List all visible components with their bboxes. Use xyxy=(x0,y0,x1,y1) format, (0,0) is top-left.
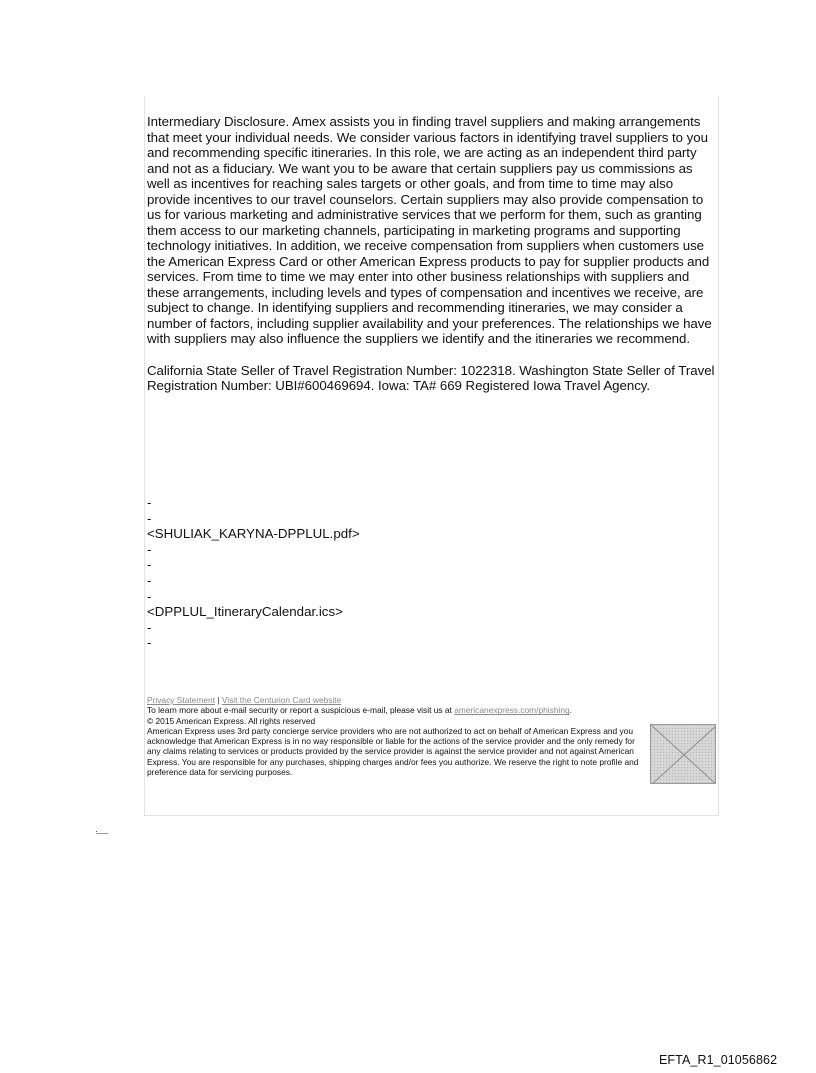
separator-dash: - xyxy=(147,495,152,510)
disclosure-section xyxy=(147,114,717,394)
image-placeholder-icon xyxy=(651,725,716,784)
separator-dash: - xyxy=(147,619,152,635)
footer-links xyxy=(147,695,717,705)
security-text: To learn more about e-mail security or report a suspicious e-mail, please visit us at xyxy=(147,705,452,716)
attachment-ics[interactable]: <DPPLUL_ItineraryCalendar.ics> xyxy=(147,604,343,620)
email-footer xyxy=(147,695,717,777)
registration-numbers: California State Seller of Travel Registration Number: 1022318. Washington State Seller of Travel Registration Number: UBI#600469694. Iowa: TA# 669 Registered Iowa Travel Agency. xyxy=(147,362,715,393)
intermediary-disclosure: Intermediary Disclosure. Amex assists you in finding travel suppliers and making arrangements that meet your individual needs. We consider various factors in identifying travel suppliers to you and recommending specific itineraries. In this role, we are acting as an independent third party and not as a fiduciary. We want you to be aware that certain suppliers pay us commissions as well as incentives for reaching sales targets or other goals, and from time to time may also provide incentives to our travel counselors. Certain suppliers may also provide compensation to us for various marketing and administrative services that we perform for them, such as granting them access to our marketing channels, participating in marketing programs and supporting technology initiatives. In addition, we receive compensation from suppliers when customers use the American Express Card or other American Express products to pay for supplier products and services. From time to time we may enter into other business relationships with suppliers and these arrangements, including levels and types of compensation and incentives we receive, are subject to change. In identifying suppliers and recommending itineraries, we may consider a number of factors, including supplier availability and your preferences. The relationships we have with suppliers may also influence the suppliers we identify and the itineraries we recommend. xyxy=(147,114,712,346)
legal-disclaimer: American Express uses 3rd party concierge service providers who are not authorized to act on behalf of American Express and you acknowledge that American Express is in no way responsible or liable for the actions of the service provider and the only remedy for any claims relating to services or products provided by the service provider is against the service provider and not against American Express. You are responsible for any purchases, shipping charges and/or fees you authorize. We reserve the right to note profile and preference data for servicing purposes. xyxy=(147,725,639,778)
security-period: . xyxy=(569,705,572,716)
link-separator: | xyxy=(217,695,220,705)
separator-dash: - xyxy=(147,557,152,573)
separator-dash: - xyxy=(147,510,152,526)
broken-image-icon xyxy=(650,724,716,784)
security-notice xyxy=(147,705,717,715)
separator-dash: - xyxy=(147,588,152,604)
separator-dash: - xyxy=(147,572,152,588)
copyright: © 2015 American Express. All rights reserved xyxy=(147,715,316,726)
separator-dash: - xyxy=(147,635,152,651)
attachment-pdf[interactable]: <SHULIAK_KARYNA-DPPLUL.pdf> xyxy=(147,526,360,542)
privacy-statement-link[interactable]: Privacy Statement xyxy=(147,695,215,705)
document-id: EFTA_R1_01056862 xyxy=(659,1053,778,1067)
centurion-card-link[interactable]: Visit the Centurion Card website xyxy=(221,695,342,705)
phishing-link[interactable]: americanexpress.com/phishing xyxy=(454,705,570,716)
attachment-list xyxy=(147,495,707,651)
separator-dash: - xyxy=(147,541,152,557)
small-mark-icon xyxy=(95,829,109,835)
